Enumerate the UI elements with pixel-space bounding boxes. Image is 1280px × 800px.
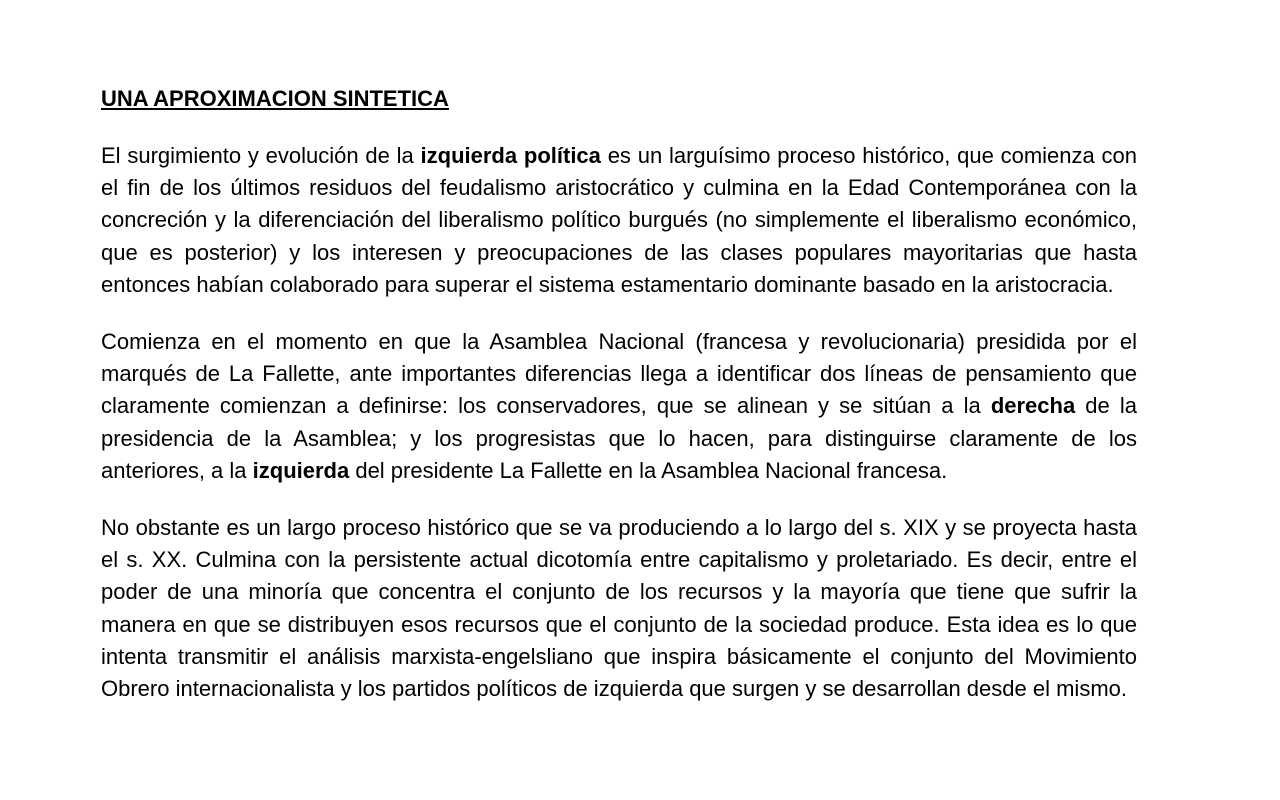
paragraph-2-text-1: Comienza en el momento en que la Asamblea Nacional (francesa y revolucionaria) presidida por el marqués de La Fallette, ante importantes diferencias llega a identificar dos líneas de pensamiento que claramente comienzan a definirse: los conservadores, que se alinean y se sitúan a la (101, 329, 1137, 419)
paragraph-2-bold-2: izquierda (252, 457, 350, 483)
document-body (101, 83, 1137, 730)
document-title: UNA APROXIMACION SINTETICA (101, 86, 449, 111)
paragraph-1 (101, 140, 1137, 301)
paragraph-3 (101, 512, 1137, 705)
paragraph-3-text-1: No obstante es un largo proceso histórico que se va produciendo a lo largo del s. XIX y se proyecta hasta el s. XX. Culmina con la persistente actual dicotomía entre capitalismo y proletariado. Es decir, entre el poder de una minoría que concentra el conjunto de los recursos y la mayoría que tiene que sufrir la manera en que se distribuyen esos recursos que el conjunto de la sociedad produce. Esta idea es lo que intenta transmitir el análisis marxista-engelsliano que inspira básicamente el conjunto del Movimiento Obrero internacionalista y los partidos políticos de izquierda que surgen y se desarrollan desde el mismo. (101, 515, 1137, 702)
paragraph-2 (101, 326, 1137, 487)
paragraph-1-text-1: El surgimiento y evolución de la (101, 143, 421, 168)
paragraph-2-text-3: del presidente La Fallette en la Asamblea Nacional francesa. (349, 457, 948, 483)
paragraph-1-text-2: es un larguísimo proceso histórico, que comienza con el fin de los últimos residuos del feudalismo aristocrático y culmina en la Edad Contemporánea con la concreción y la diferenciación del liberalismo político burgués (no simplemente el liberalismo económico, que es posterior) y los interesen y preocupaciones de las clases populares mayoritarias que hasta entonces habían colaborado para superar el sistema estamentario dominante basado en la aristocracia. (101, 143, 1137, 297)
paragraph-2-text-2: de la presidencia de la Asamblea; y los progresistas que lo hacen, para distinguirse claramente de los anteriores, a la (101, 393, 1137, 483)
paragraph-2-bold-1: derecha (990, 393, 1076, 419)
paragraph-1-bold-1: izquierda política (420, 143, 601, 168)
